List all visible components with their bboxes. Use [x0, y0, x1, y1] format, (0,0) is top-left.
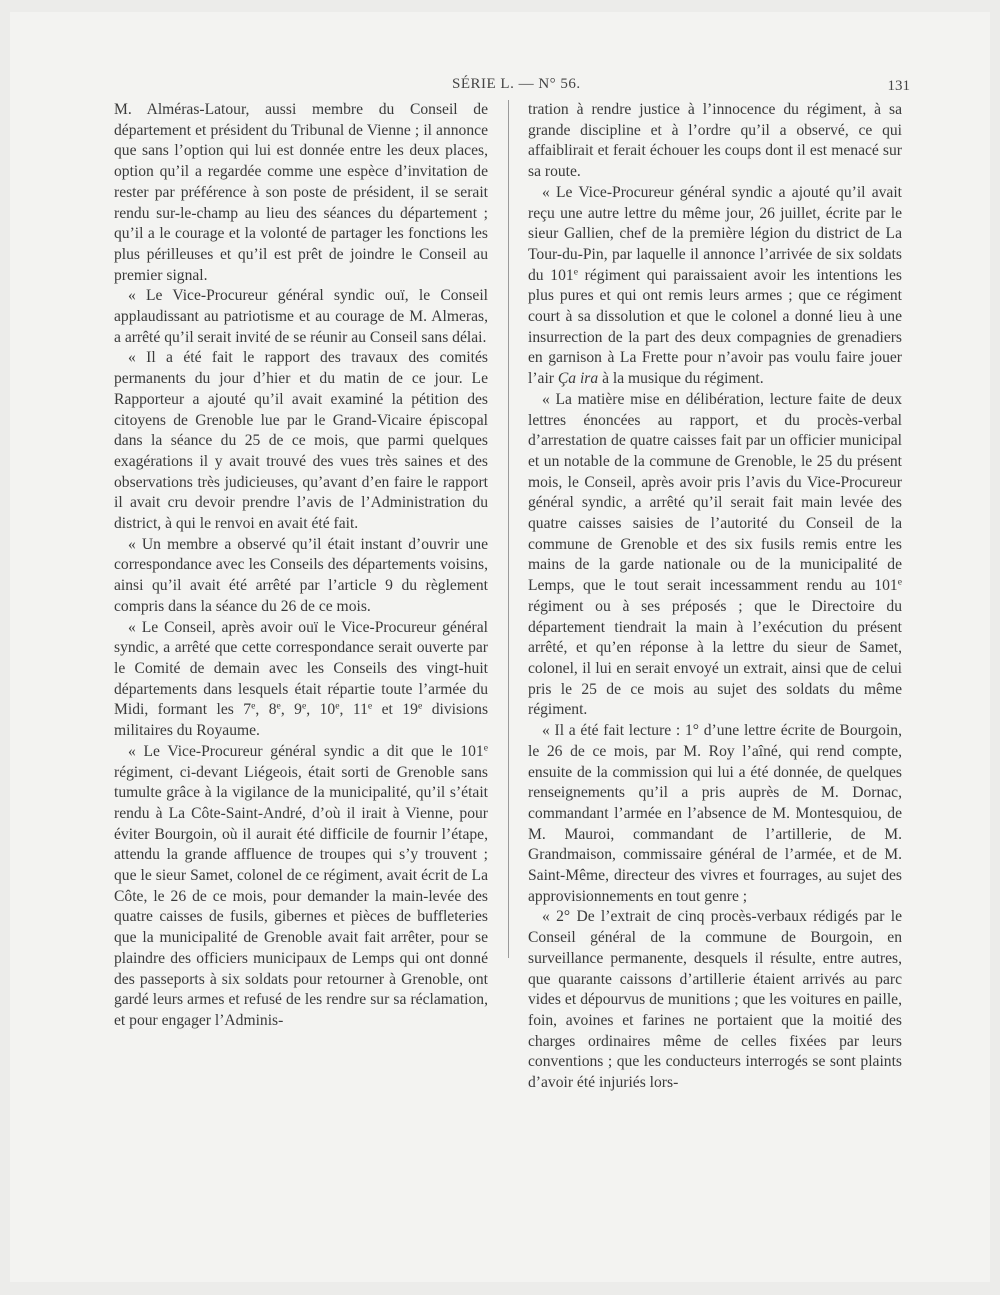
- running-title: SÉRIE L. — N° 56.: [452, 76, 581, 92]
- superscript: e: [417, 701, 423, 713]
- paragraph: « Il a été fait lecture : 1° d’une lettre écrite de Bourgoin, le 26 de ce mois, par M. Roy l’aîné, qui rend compte, ensuite de la commission qui lui a été donnée, de quelques renseignements qu’il a pris auprès de M. Dornac, commandant l’armée en l’absence de M. Montesquiou, de M. Mauroi, commandant de l’artillerie, de M. Grandmaison, commissaire général de l’armée, et de M. Saint-Même, directeur des vivres et fourrages, au sujet des approvisionnements en tout genre ;: [528, 722, 902, 905]
- paragraph: « Un membre a observé qu’il était instant d’ouvrir une correspondance avec les Conseils des départements voisins, ainsi qu’il avait été arrêté par l’article 9 du règlement compris dans la séance du 26 de ce mois.: [114, 535, 488, 615]
- right-column: [528, 100, 902, 1094]
- superscript: e: [367, 701, 373, 713]
- left-column: [114, 100, 488, 1032]
- text-run: , 8: [255, 701, 277, 719]
- paragraph: « Le Vice-Procureur général syndic ouï, le Conseil applaudissant au patriotisme et au courage de M. Almeras, a arrêté qu’il serait invité de se réunir au Conseil sans délai.: [114, 287, 488, 346]
- superscript: e: [483, 742, 488, 754]
- paragraph: [114, 742, 488, 1032]
- superscript: e: [276, 701, 281, 713]
- paragraph: [114, 618, 488, 742]
- text-run: « Le Vice-Procureur général syndic a dit que le 101: [128, 742, 484, 760]
- text-run: , 11: [339, 701, 368, 719]
- text-run: divisions militaires du Royaume.: [114, 701, 489, 740]
- superscript: e: [335, 701, 340, 713]
- paragraph: tration à rendre justice à l’innocence du régiment, à sa grande discipline et à l’ordre qu’il a observé, ce qui affaiblirait et ferait échouer les coups dont il est menacé sur sa route.: [528, 101, 902, 181]
- page-number: 131: [887, 78, 910, 94]
- text-run: « Le Vice-Procureur général syndic a ajouté qu’il avait reçu une autre lettre du même jour, 26 juillet, écrite par le sieur Gallien, chef de la première légion du district de La Tour-du-Pin, par laquelle il annonce l’arrivée de six soldats du 101: [528, 183, 902, 284]
- text-run: à la musique du régiment.: [598, 370, 764, 388]
- page-header: [0, 76, 1000, 100]
- column-divider: [508, 100, 509, 958]
- text-run: et 19: [372, 701, 418, 719]
- paragraph: « Il a été fait le rapport des travaux des comités permanents du jour d’hier et du matin de ce jour. Le Rapporteur a ajouté qu’il avait examiné la pétition des citoyens de Grenoble lue par le Grand-Vicaire épiscopal dans la séance du 25 de ce mois, que parmi quelques exagérations il y avait trouvé des vues très saines et des observations très judicieuses, qu’avant d’en faire le rapport il avait cru devoir prendre l’avis de l’Administration du district, à qui le renvoi en avait été fait.: [114, 349, 488, 533]
- paragraph: « 2° De l’extrait de cinq procès-verbaux rédigés par le Conseil général de la commune de Bourgoin, en surveillance permanente, desquels il résulte, entre autres, que quarante caissons d’artillerie étaient arrivés au parc vides et dépourvus de munitions ; que les voitures en paille, foin, avoines et farines ne portaient que la moitié des charges ordinaires même de celles fixées par leurs conventions ; que les conducteurs interrogés se sont plaints d’avoir été injuriés lors-: [528, 908, 902, 1092]
- paragraph: [528, 183, 902, 390]
- text-run: « La matière mise en délibération, lecture faite de deux lettres énoncées au rapport, et du procès-verbal d’arrestation de quatre caisses fait par un officier municipal et un notable de la commune de Grenoble, le 25 du présent mois, le Conseil, après avoir pris l’avis du Vice-Procureur général syndic, a arrêté qu’il serait fait main levée des quatre caisses saisies de l’autorité du Conseil de la commune de Grenoble et des six fusils remis entre les mains de la garde nationale ou de la municipalité de Lemps, que le tout serait incessamment rendu au 101: [528, 390, 902, 595]
- text-run: régiment, ci-devant Liégeois, était sorti de Grenoble sans tumulte grâce à la vigilance de la municipalité, qu’il s’était rendu à La Côte-Saint-André, d’où il irait à Vienne, pour éviter Bourgoin, où il aurait été difficile de fournir l’étape, attendu la grande affluence de troupes qui s’y trouvent ; que le sieur Samet, colonel de ce régiment, avait écrit de La Côte, le 26 de ce mois, pour demander la main-levée des quatre caisses de fusils, gibernes et pièces de buffleteries que la municipalité de Grenoble avait fait arrêter, pour se plaindre des officiers municipaux de Lemps qui ont donné des passeports à six soldats pour retourner à Grenoble, ont gardé leurs armes et refusé de les rendre sur sa réclamation, et pour engager l’Adminis-: [114, 763, 488, 1029]
- text-run: régiment qui paraissaient avoir les intentions les plus pures et qui ont remis leurs armes ; que ce régiment court à sa dissolution et que le colonel a donné lieu à une insurrection de la part des deux compagnies de grenadiers en garnison à La Frette pour n’avoir pas voulu faire jouer l’air: [528, 266, 902, 388]
- superscript: e: [301, 701, 307, 713]
- song-title: Ça ira: [557, 370, 599, 388]
- superscript: e: [573, 266, 578, 278]
- paragraph: M. Alméras-Latour, aussi membre du Conseil de département et président du Tribunal de Vienne ; il annonce que sans l’option qui lui est donnée entre les deux places, option qu’il a regardée comme une espèce d’invitation de rester par préférence à son poste de président, il se serait rendu sur-le-champ au lieu des séances du département ; qu’il a le courage et la volonté de partager les fonctions les plus périlleuses et qu’il est prêt de joindre le Conseil au premier signal.: [114, 101, 488, 284]
- text-run: régiment ou à ses préposés ; que le Directoire du département tiendrait la main à l’exécution du présent arrêté, et qu’en réponse à la lettre du sieur de Samet, colonel, il lui en serait envoyé un extrait, ainsi que de celui pris le 25 de ce mois au sujet des soldats du même régiment.: [528, 597, 902, 719]
- text-run: « Le Conseil, après avoir ouï le Vice-Procureur général syndic, a arrêté que cette correspondance serait ouverte par le Comité de demain avec les Conseils des vingt-huit départements dans lesquels était répartie toute l’armée du Midi, formant les 7: [114, 618, 488, 719]
- text-run: , 9: [280, 701, 302, 719]
- paragraph: [528, 390, 902, 721]
- text-run: , 10: [306, 701, 336, 719]
- superscript: e: [897, 576, 902, 588]
- superscript: e: [251, 701, 256, 713]
